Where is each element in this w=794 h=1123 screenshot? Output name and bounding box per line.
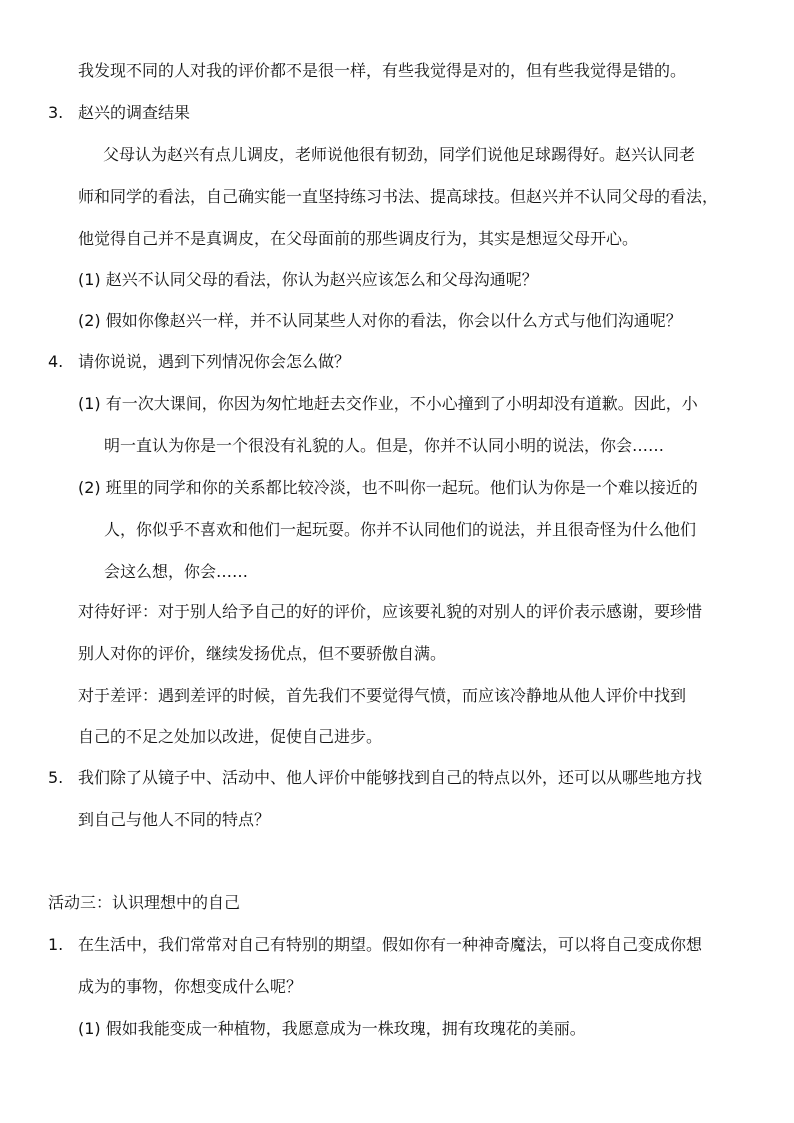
question-line: 人，你似乎不喜欢和他们一起玩耍。你并不认同他们的说法，并且很奇怪为什么他们: [104, 520, 697, 539]
paragraph-line: 他觉得自己并不是真调皮，在父母面前的那些调皮行为，其实是想逗父母开心。: [78, 229, 639, 248]
paragraph-line: 在生活中，我们常常对自己有特别的期望。假如你有一种神奇魔法，可以将自己变成你想: [78, 935, 703, 954]
paragraph-line: 别人对你的评价，继续发扬优点，但不要骄傲自满。: [78, 644, 447, 663]
question-line: (1) 有一次大课间，你因为匆忙地赶去交作业，不小心撞到了小明却没有道歉。因此，小: [78, 394, 698, 413]
section-heading: 活动三：认识理想中的自己: [48, 893, 241, 912]
text-line: 我发现不同的人对我的评价都不是很一样，有些我觉得是对的，但有些我觉得是错的。: [78, 61, 687, 80]
item-title: 赵兴的调查结果: [78, 103, 191, 122]
question-line: (1) 赵兴不认同父母的看法，你认为赵兴应该怎么和父母沟通呢？: [78, 270, 538, 289]
paragraph-line: 到自己与他人不同的特点？: [78, 810, 271, 829]
paragraph-line: 对待好评：对于别人给予自己的好的评价，应该要礼貌的对别人的评价表示感谢，要珍惜: [78, 602, 703, 621]
paragraph-line: 对于差评：遇到差评的时候，首先我们不要觉得气愤，而应该冷静地从他人评价中找到: [78, 686, 687, 705]
paragraph-line: 成为的事物，你想变成什么呢？: [78, 977, 303, 996]
list-number: 4.: [48, 352, 64, 371]
paragraph-line: 我们除了从镜子中、活动中、他人评价中能够找到自己的特点以外，还可以从哪些地方找: [78, 768, 703, 787]
question-line: 明一直认为你是一个很没有礼貌的人。但是，你并不认同小明的说法，你会……: [104, 436, 665, 455]
list-number: 1.: [48, 935, 64, 954]
question-line: (2) 假如你像赵兴一样，并不认同某些人对你的看法，你会以什么方式与他们沟通呢？: [78, 311, 682, 330]
paragraph-line: 师和同学的看法，自己确实能一直坚持练习书法、提高球技。但赵兴并不认同父母的看法，: [78, 187, 719, 206]
question-line: (1) 假如我能变成一种植物，我愿意成为一株玫瑰，拥有玫瑰花的美丽。: [78, 1019, 586, 1038]
paragraph-line: 父母认为赵兴有点儿调皮，老师说他很有韧劲，同学们说他足球踢得好。赵兴认同老: [103, 145, 696, 164]
item-title: 请你说说，遇到下列情况你会怎么做？: [78, 352, 351, 371]
list-number: 3.: [48, 103, 64, 122]
question-line: 会这么想，你会……: [104, 562, 249, 581]
list-number: 5.: [48, 768, 64, 787]
question-line: (2) 班里的同学和你的关系都比较冷淡，也不叫你一起玩。他们认为你是一个难以接近的: [78, 478, 698, 497]
paragraph-line: 自己的不足之处加以改进，促使自己进步。: [78, 727, 383, 746]
